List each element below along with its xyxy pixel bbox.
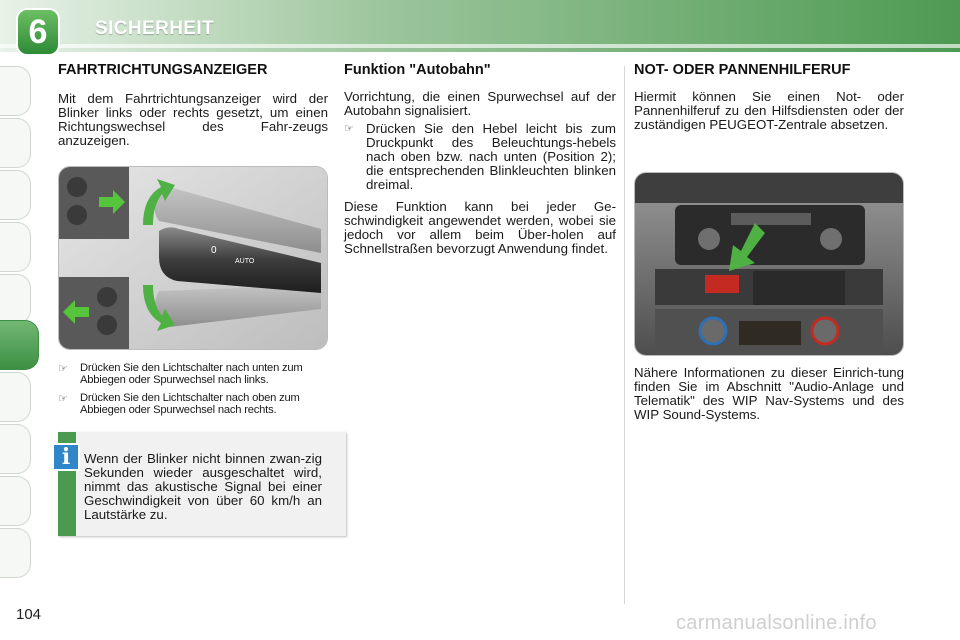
- sos-button[interactable]: [705, 275, 739, 293]
- bullet-text: Drücken Sie den Lichtschalter nach unten zum Abbiegen oder Spurwechsel nach links.: [80, 362, 303, 386]
- chapter-number-badge: 6: [18, 10, 58, 54]
- header-stripe: [0, 44, 960, 48]
- bullet-hand-icon: ☞: [344, 123, 354, 135]
- watermark: carmanualsonline.info: [676, 612, 877, 634]
- list-item: [344, 122, 616, 192]
- emergency-intro: Hiermit können Sie einen Not- oder Pannenhilferuf zu den Hilfsdiensten oder der zuständigen PEUGEOT-Zentrale absetzen.: [634, 89, 904, 132]
- info-icon: i: [52, 443, 80, 471]
- side-tab-5[interactable]: [0, 274, 31, 324]
- stalk-label-zero: 0: [211, 245, 217, 256]
- bullet-hand-icon: ☞: [58, 393, 68, 405]
- bullet-text: Drücken Sie den Lichtschalter nach oben zum Abbiegen oder Spurwechsel nach rechts.: [80, 392, 300, 416]
- heading-turn-signals: FAHRTRICHTUNGSANZEIGER: [58, 62, 268, 78]
- motorway-intro: Vorrichtung, die einen Spurwechsel auf der Autobahn signalisiert.: [344, 89, 616, 118]
- stalk-label-auto: AUTO: [235, 258, 255, 265]
- console-illustration: [635, 173, 903, 355]
- heading-motorway-function: Funktion "Autobahn": [344, 62, 491, 78]
- column-emergency-call: [634, 62, 904, 132]
- list-item: [58, 362, 328, 386]
- side-tab-1[interactable]: [0, 66, 31, 116]
- bullet-hand-icon: ☞: [58, 363, 68, 375]
- emergency-text: Nähere Informationen zu dieser Einrich-tung finden Sie im Abschnitt "Audio-Anlage und Telematik" des WIP Nav-Systems und des WIP Sound-Systems.: [634, 365, 904, 422]
- side-tab-6-active[interactable]: [0, 320, 39, 370]
- side-tab-9[interactable]: [0, 476, 31, 526]
- turn-signals-intro: Mit dem Fahrtrichtungsanzeiger wird der Blinker links oder rechts gesetzt, um einen Richtungswechsel des Fahr-zeugs anzuzeigen.: [58, 91, 328, 148]
- side-tab-7[interactable]: [0, 372, 31, 422]
- chapter-title: SICHERHEIT: [95, 18, 215, 39]
- side-tab-2[interactable]: [0, 118, 31, 168]
- side-tab-8[interactable]: [0, 424, 31, 474]
- info-text: Wenn der Blinker nicht binnen zwan-zig Sekunden wieder ausgeschaltet wird, nimmt das akustische Signal bei einer Geschwindigkeit von über 60 km/h an Lautstärke zu.: [84, 451, 322, 522]
- bullet-text: Drücken Sie den Hebel leicht bis zum Druckpunkt des Beleuchtungs-hebels nach oben bzw. nach unten (Position 2); die entsprechenden Blinkleuchten blinken dreimal.: [366, 121, 616, 192]
- side-tab-4[interactable]: [0, 222, 31, 272]
- heading-emergency-call: NOT- ODER PANNENHILFERUF: [634, 62, 851, 78]
- side-tab-10[interactable]: [0, 528, 31, 578]
- side-tab-3[interactable]: [0, 170, 31, 220]
- stalk-illustration: [59, 167, 327, 349]
- list-item: [58, 392, 328, 416]
- page-number: 104: [16, 606, 42, 623]
- turn-signal-stalk-image: [58, 166, 328, 350]
- emergency-more-info: [634, 366, 904, 422]
- column-turn-signals: [58, 62, 328, 148]
- center-console-image: [634, 172, 904, 356]
- turn-signals-bullets: [58, 362, 328, 416]
- motorway-text: Diese Funktion kann bei jeder Ge-schwindigkeit angewendet werden, wobei sie jedoch vor allem beim Über-holen auf Schnellstraßen bevorzugt Anwendung findet.: [344, 199, 616, 256]
- column-motorway-function: [344, 62, 616, 256]
- column-divider: [624, 66, 625, 604]
